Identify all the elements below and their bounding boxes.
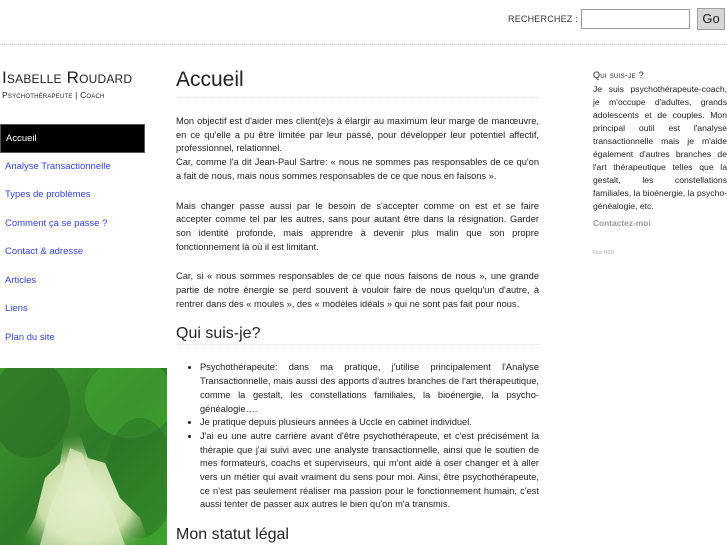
nav-item-comment-ca-se-passe[interactable]: Comment ça se passe ? bbox=[5, 217, 108, 229]
paragraph: Mais changer passe aussi par le besoin de s'accepter comme on est et se faire accepter comme tel par les autres, sans pour autant être dans la résignation. Garder son identité profonde, mais apprendre à devenir plus malin que son propre fonctionnement là où il est limitant. bbox=[176, 200, 539, 252]
flowering-tree-image bbox=[0, 368, 167, 545]
rss-feed-link[interactable]: Flux RSS bbox=[593, 250, 615, 256]
nav-item-liens[interactable]: Liens bbox=[5, 303, 28, 314]
list-item: • Je pratique depuis plusieurs années à Uccle en cabinet individuel. bbox=[200, 416, 539, 430]
paragraph-text: Mon objectif est d'aider mes client(e)s à élargir au maximum leur marge de manœuvre, en ce qu'elle a pu être limitée par leur passé, pour développer leur potentiel affectif, professionnel, relationnel. bbox=[176, 116, 539, 154]
top-bar bbox=[0, 0, 727, 45]
contact-link[interactable]: Contactez-moi bbox=[593, 218, 651, 228]
intro-paragraph bbox=[176, 115, 539, 184]
aside-title: Qui suis-je ? bbox=[593, 70, 644, 80]
paragraph: Car, si « nous sommes responsables de ce que nous faisons de nous », une grande partie de notre énergie se perd souvent à vouloir faire de nous quelqu'un d'autre, à rentrer dans des « moules », des « modèles idéals » qui ne sont pas fait pour nous. bbox=[176, 271, 539, 309]
list-item: • J'ai eu une autre carrière avant d'être psychothérapeute, et c'est précisément la thérapie que j'ai suivi avec une analyste transactionnelle, ainsi que le soutien de mes formateurs, coachs et superviseurs, qui m'ont aidé à oser changer et à aller vers un métier qui avait vraiment du sens pour moi. Ainsi, être psychothérapeute, ce n'est pas seulement réaliser ma passion pour le fonctionnement humain, c'est aussi tenter de passer aux autres le bien qu'on m'a transmis. bbox=[200, 430, 539, 512]
search-label: RECHERCHEZ : bbox=[508, 14, 578, 24]
site-brand bbox=[2, 68, 132, 100]
section-heading-qui-suis-je: Qui suis-je? bbox=[176, 325, 539, 345]
site-title[interactable]: Isabelle Roudard bbox=[2, 68, 133, 87]
search-go-button[interactable]: Go bbox=[697, 8, 725, 30]
page-title: Accueil bbox=[176, 68, 539, 98]
qui-suis-je-list bbox=[176, 361, 539, 512]
nav-item-accueil[interactable]: Accueil bbox=[0, 124, 145, 153]
aside-text: Je suis psychothérapeute-coach, je m'occupe d'adultes, grands adolescents et de couples. Mon principal outil est l'analyse transactionnelle mais je m'aide également d'autres branches de l'art thérapeutique telles que la gestalt, les constellations familiales, la bioénergie, la psycho-généalogie, etc. bbox=[593, 84, 727, 211]
main-content bbox=[176, 68, 539, 545]
sidebar-nav bbox=[0, 124, 145, 352]
search-input[interactable] bbox=[581, 9, 690, 29]
tree-photo bbox=[0, 368, 167, 545]
site-tagline: Psychothérapeute | Coach bbox=[2, 90, 105, 100]
nav-item-articles[interactable]: Articles bbox=[5, 274, 37, 286]
list-item: • Psychothérapeute: dans ma pratique, j'utilise principalement l'Analyse Transactionnelle, mais aussi des apports d'autres branches de l'art thérapeutique, comme la gestalt, les constellations familiales, la bioénergie, la psycho-généalogie…. bbox=[200, 361, 539, 416]
nav-item-analyse-transactionnelle[interactable]: Analyse Transactionnelle bbox=[5, 160, 111, 172]
nav-item-types-de-problemes[interactable]: Types de problèmes bbox=[5, 189, 91, 200]
section-heading-statut-legal: Mon statut légal bbox=[176, 526, 539, 545]
right-sidebar bbox=[593, 70, 727, 256]
nav-item-plan-du-site[interactable]: Plan du site bbox=[5, 331, 55, 343]
paragraph-text: Car, comme l'a dit Jean-Paul Sartre: « nous ne sommes pas responsables de ce qu'on a fait de nous, mais nous sommes responsables de ce que nous en faisons ». bbox=[176, 157, 539, 181]
nav-item-contact-adresse[interactable]: Contact & adresse bbox=[5, 246, 84, 257]
